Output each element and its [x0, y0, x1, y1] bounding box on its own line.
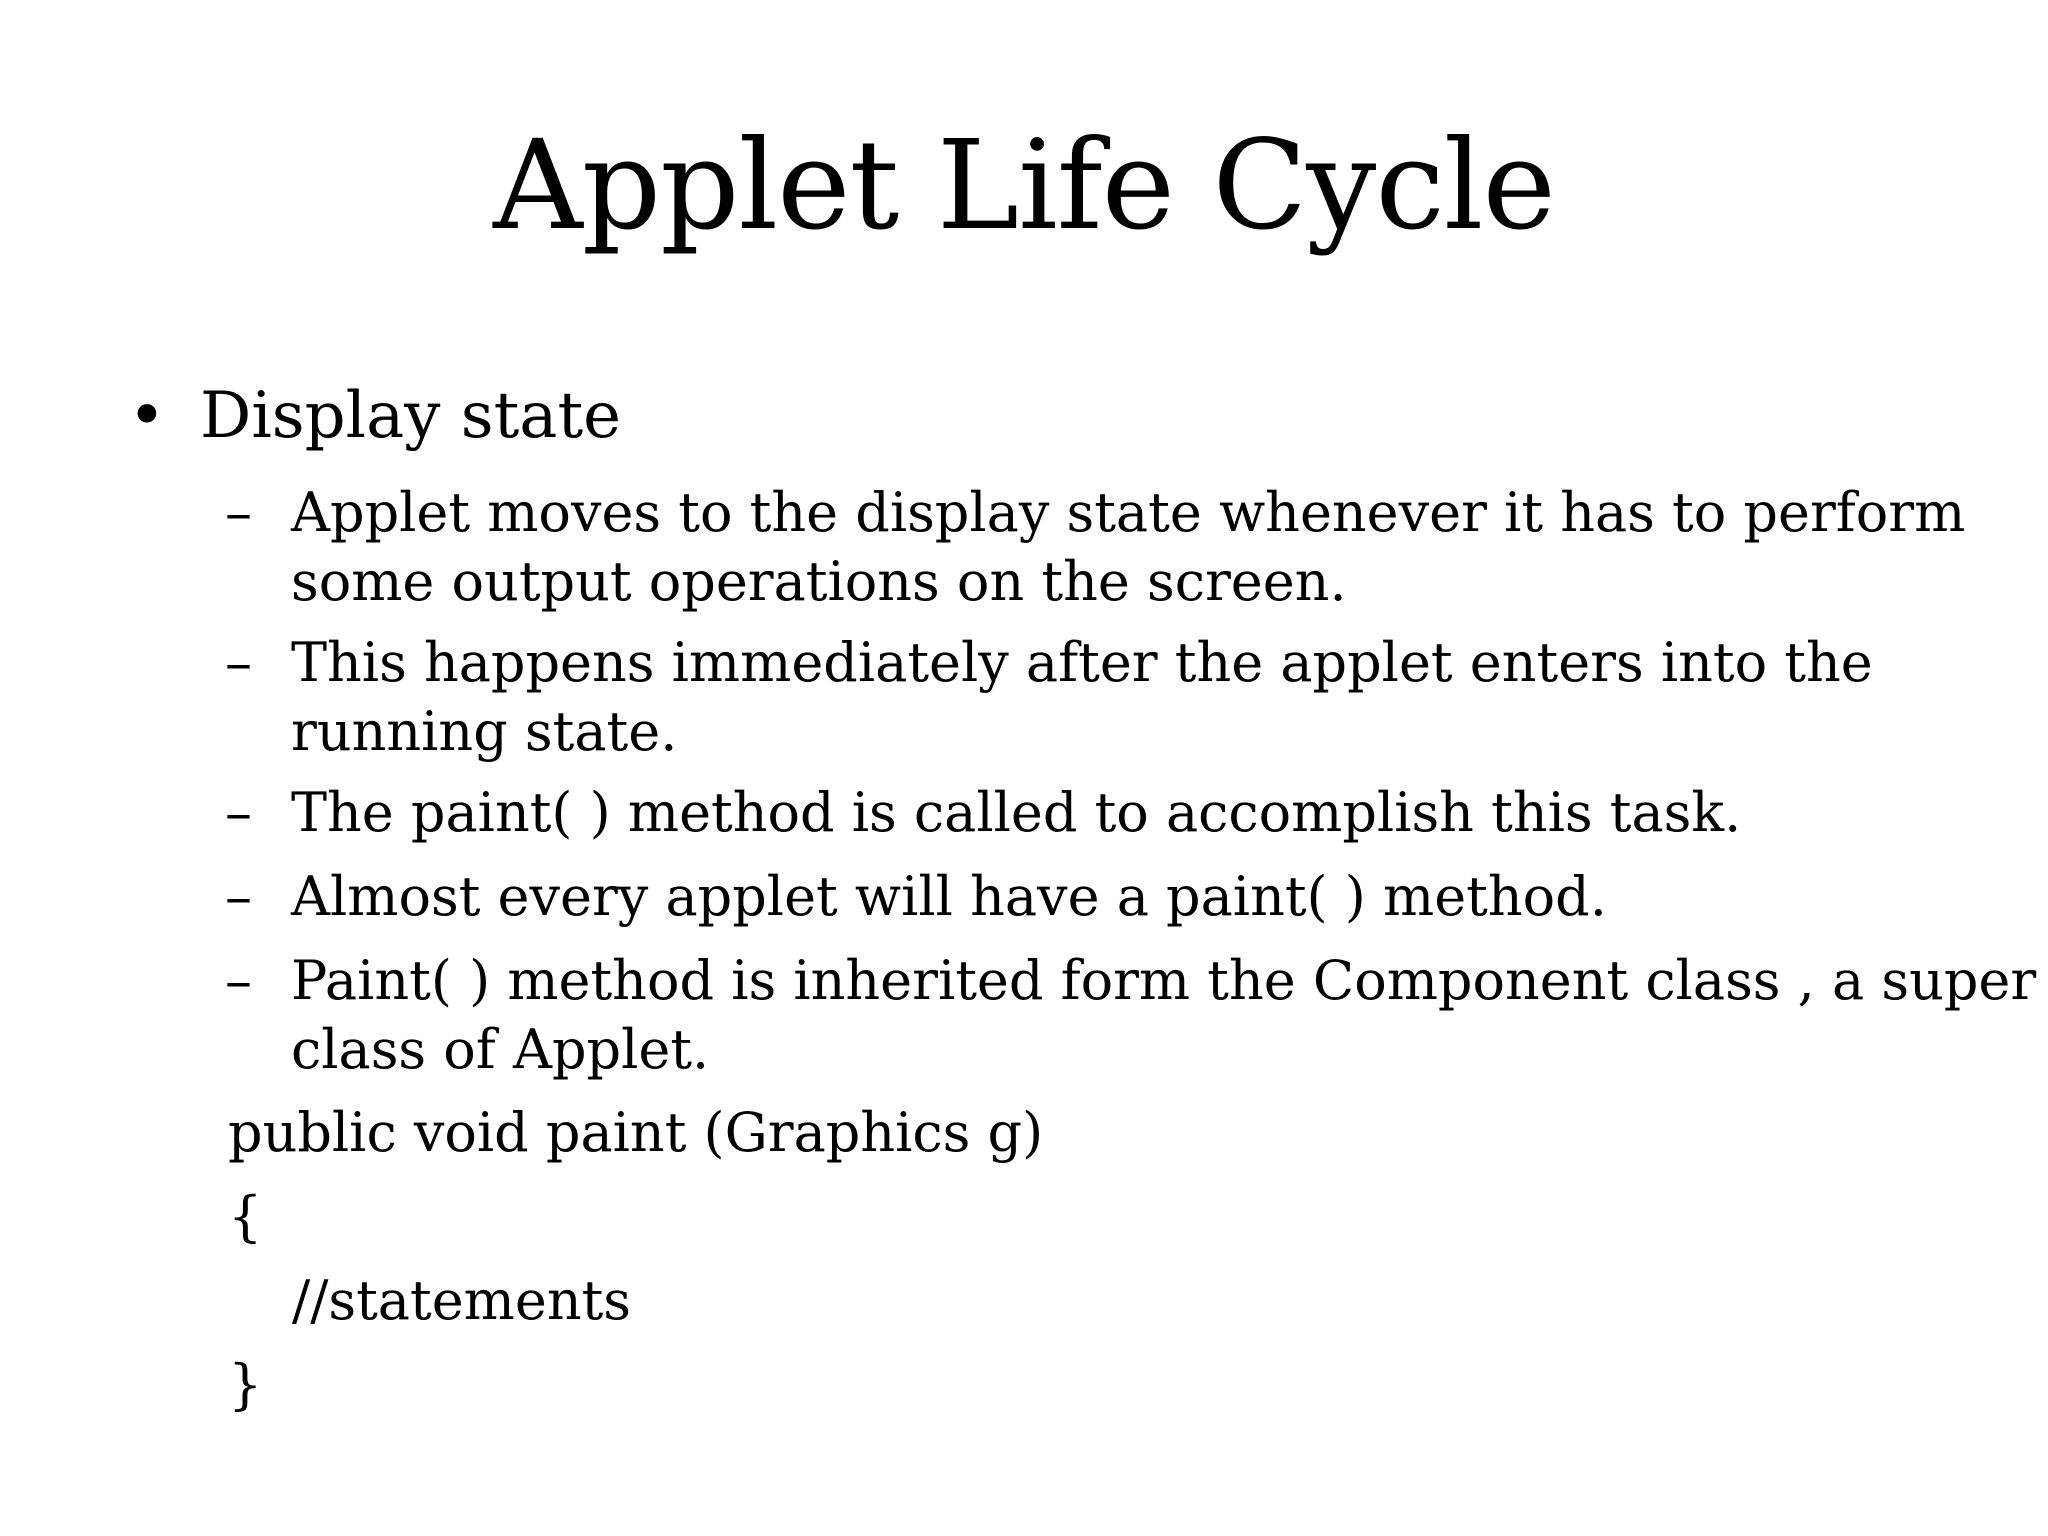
dash-icon: –	[225, 631, 252, 694]
code-signature: public void paint (Graphics g)	[228, 1101, 1044, 1164]
dash-icon: –	[225, 949, 252, 1012]
code-body: //statements	[292, 1269, 632, 1332]
dash-icon: –	[225, 865, 252, 928]
slide-title: Applet Life Cycle	[493, 114, 1555, 258]
code-close-brace: }	[228, 1353, 263, 1416]
sub-bullet-text: The paint( ) method is called to accomplish this task.	[291, 781, 1742, 844]
bullet-icon: •	[128, 379, 166, 453]
dash-icon: –	[225, 781, 252, 844]
sub-bullet-text: Paint( ) method is inherited form the Component class , a super class of Applet.	[291, 949, 2037, 1081]
bullet-text: Display state	[200, 379, 622, 453]
sub-bullet-text: This happens immediately after the applet enters into the running state.	[291, 631, 1873, 763]
sub-bullet-text: Applet moves to the display state whenever it has to perform some output operations on the screen.	[291, 481, 1966, 613]
dash-icon: –	[225, 481, 252, 544]
code-open-brace: {	[228, 1185, 263, 1248]
sub-bullet-text: Almost every applet will have a paint( ) method.	[291, 865, 1607, 928]
